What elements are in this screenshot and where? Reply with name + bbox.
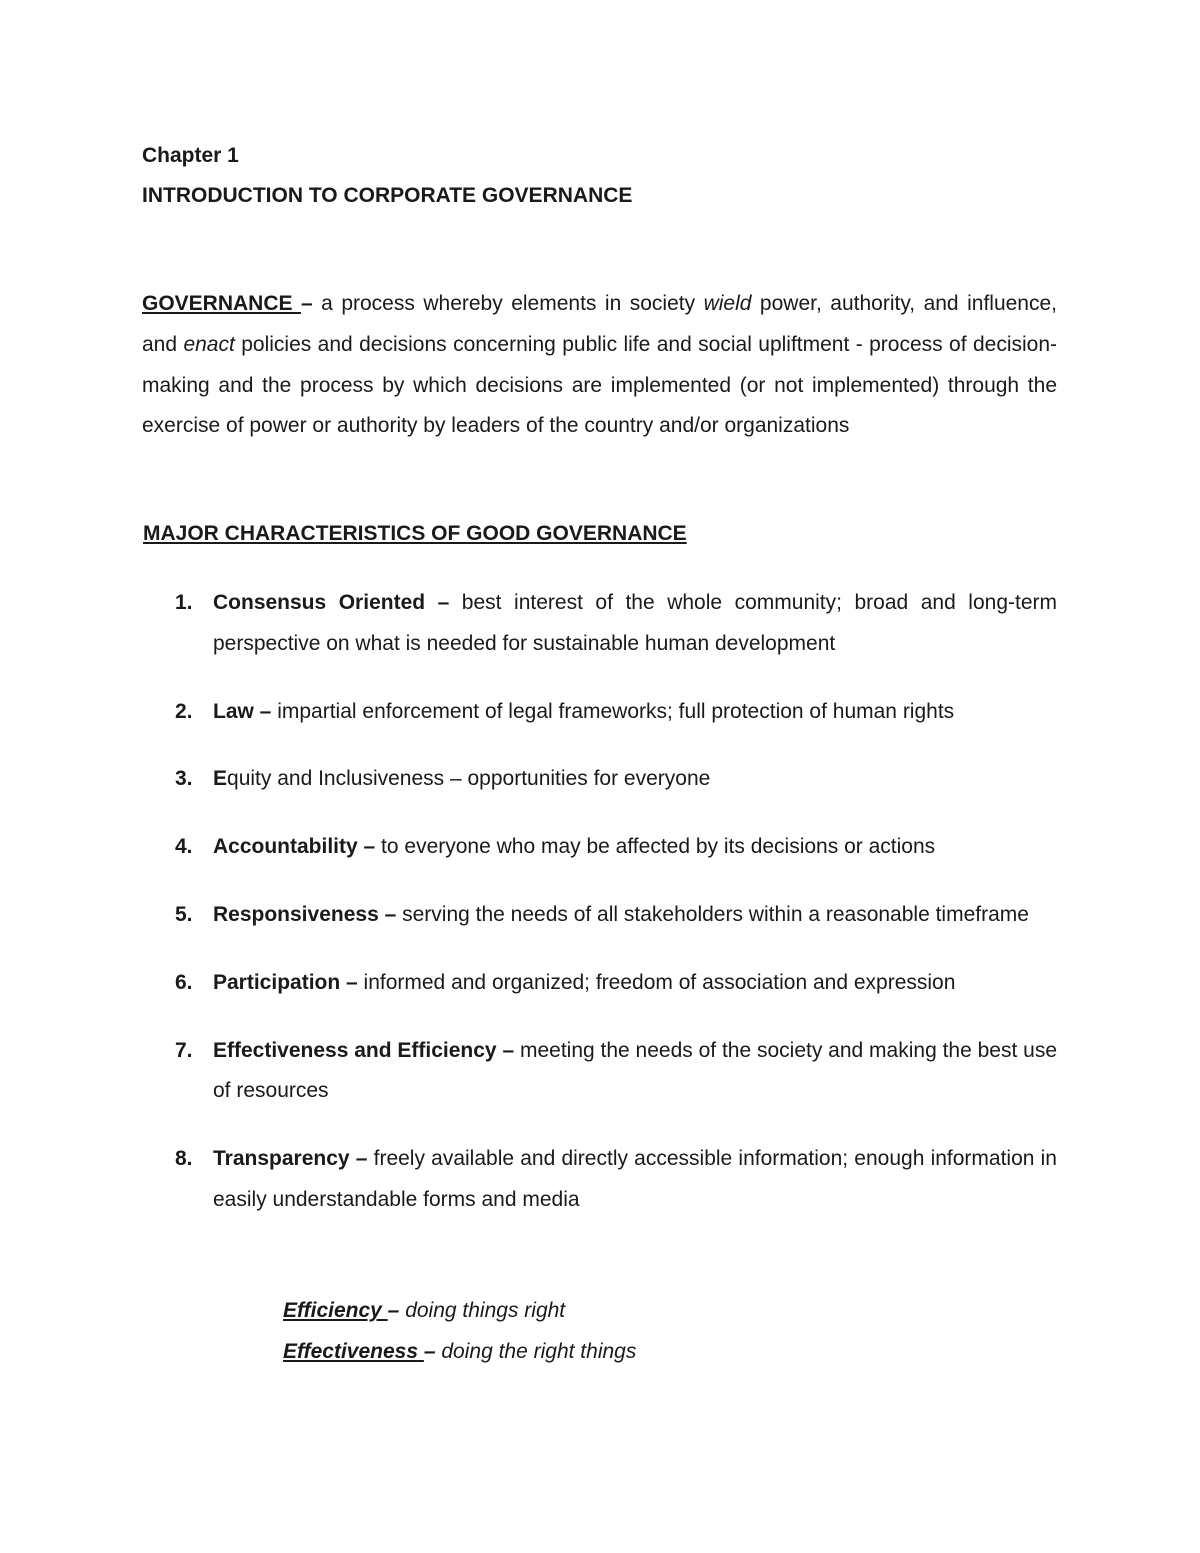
note-desc: doing the right things	[435, 1340, 637, 1363]
list-number: 1.	[175, 591, 193, 614]
definition-italic-enact: enact	[183, 332, 235, 356]
list-desc: serving the needs of all stakeholders within a reasonable timeframe	[396, 902, 1029, 926]
list-term: Effectiveness and Efficiency –	[213, 1038, 515, 1062]
list-item	[175, 895, 1057, 936]
list-desc: to everyone who may be affected by its decisions or actions	[375, 835, 936, 859]
list-item	[175, 583, 1057, 665]
definition-text-2: power, authority, and influence, and	[142, 292, 1057, 356]
list-number: 8.	[175, 1147, 193, 1171]
note-dash: –	[387, 1299, 400, 1322]
list-item	[175, 1139, 1057, 1221]
chapter-title: INTRODUCTION TO CORPORATE GOVERNANCE	[142, 184, 633, 207]
list-item	[175, 759, 1057, 800]
list-number: 2.	[175, 699, 193, 723]
list-term: Accountability –	[213, 835, 376, 859]
list-term: Responsiveness –	[213, 902, 397, 926]
definition-term: GOVERNANCE	[142, 292, 301, 315]
list-number: 3.	[175, 767, 193, 791]
list-desc: meeting the needs of the society and making the best use of resources	[213, 1038, 1057, 1103]
chapter-label: Chapter 1	[142, 144, 239, 167]
note-term: Effectiveness	[283, 1340, 424, 1363]
definition-text-1: a process whereby elements in society	[312, 292, 704, 315]
list-number: 5.	[175, 902, 193, 926]
list-number: 7.	[175, 1038, 193, 1062]
list-item	[175, 963, 1057, 1004]
list-item	[175, 692, 1057, 733]
list-number: 4.	[175, 835, 193, 859]
note-desc: doing things right	[399, 1299, 566, 1322]
note-dash: –	[423, 1340, 436, 1363]
list-desc: best interest of the whole community; broad and long-term perspective on what is needed for sustainable human development	[213, 591, 1057, 655]
characteristics-list	[175, 583, 1057, 1248]
list-item	[175, 827, 1057, 868]
list-number: 6.	[175, 970, 193, 994]
definition-dash: –	[301, 292, 313, 315]
list-item	[175, 1031, 1057, 1113]
list-desc: impartial enforcement of legal frameworks; full protection of human rights	[271, 699, 955, 723]
governance-definition	[142, 284, 1057, 447]
list-term: Consensus Oriented –	[213, 591, 450, 614]
list-term: Participation –	[213, 970, 358, 994]
section-heading: MAJOR CHARACTERISTICS OF GOOD GOVERNANCE	[143, 522, 687, 545]
list-desc: informed and organized; freedom of association and expression	[357, 970, 956, 994]
definition-text-3: policies and decisions concerning public life and social upliftment - process of decision-making and the process by which decisions are implemented (or not implemented) through the exercise of power or authority by leaders of the country and/or organizations	[142, 332, 1058, 438]
list-term: Transparency –	[213, 1147, 368, 1171]
definitions-notes	[283, 1290, 636, 1372]
note-effectiveness	[283, 1331, 636, 1372]
list-desc: freely available and directly accessible information; enough information in easily understandable forms and media	[213, 1147, 1057, 1211]
note-term: Efficiency	[283, 1299, 388, 1322]
definition-italic-wield: wield	[703, 292, 752, 315]
note-efficiency	[283, 1290, 636, 1331]
list-term: E	[213, 767, 228, 791]
list-desc: quity and Inclusiveness – opportunities for everyone	[227, 767, 711, 791]
list-term: Law –	[213, 699, 272, 723]
